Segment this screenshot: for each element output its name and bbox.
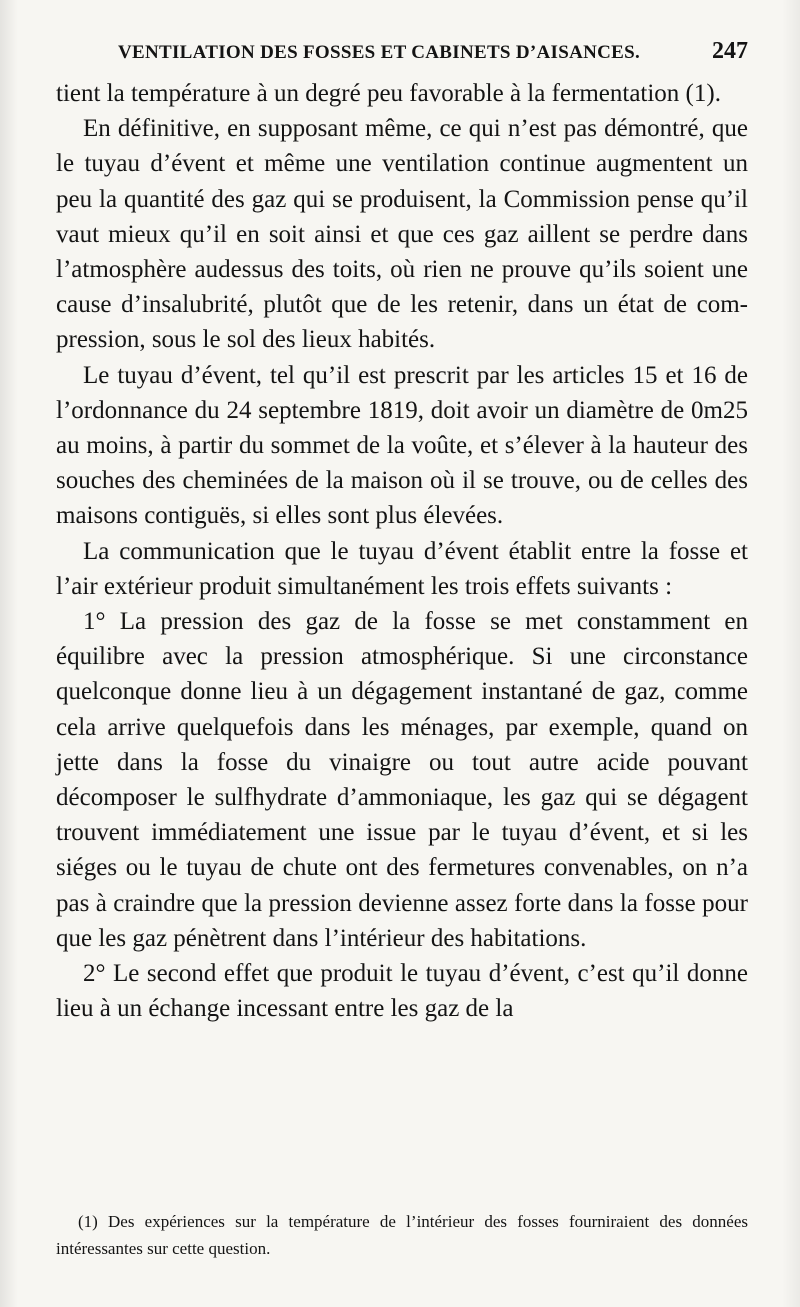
paragraph: La communication que le tuyau d’évent établit entre la fosse et l’air extérieur produit simultanément les trois effets suivants : xyxy=(56,537,748,600)
paragraph: 2° Le second effet que produit le tuyau d’évent, c’est qu’il donne lieu à un échange incessant entre les gaz de la xyxy=(56,960,748,1023)
page-number: 247 xyxy=(712,38,748,64)
running-head xyxy=(118,38,748,68)
page-gutter-shadow xyxy=(0,0,18,1307)
paragraph: 1° La pression des gaz de la fosse se met constamment en équilibre avec la pression atmosphérique. Si une circonstance quelconque donne lieu à un dégagement instantané de gaz, comme cela arrive quelquefois dans les ménages, par exemple, quand on jette dans la fosse du vinaigre ou tout autre acide pouvant décomposer le sulfhydrate d’ammoniaque, les gaz qui se dégagent trouvent immédiatement une issue par le tuyau d’évent, et si les siéges ou le tuyau de chute ont des fermetures convenables, on n’a pas à craindre que la pression devienne assez forte dans la fosse pour que les gaz pénètrent dans l’intérieur des habitations. xyxy=(56,608,748,952)
paragraph: En définitive, en supposant même, ce qui n’est pas démontré, que le tuyau d’évent et même une ventilation continue augmentent un peu la quantité des gaz qui se produisent, la Commission pense qu’il vaut mieux qu’il en soit ainsi et que ces gaz aillent se perdre dans l’atmosphère audessus des toits, où rien ne prouve qu’ils soient une cause d’insalubrité, plutôt que de les retenir, dans un état de compression, sous le sol des lieux habités. xyxy=(56,115,748,354)
body-text xyxy=(56,76,748,1026)
footnote: (1) Des expériences sur la température de l’intérieur des fosses fourniraient des données intéressantes sur cette question. xyxy=(56,1212,748,1258)
footnotes xyxy=(56,1208,748,1262)
running-head-title: VENTILATION DES FOSSES ET CABINETS D’AISANCES. xyxy=(118,42,641,63)
paragraph-continued: tient la température à un degré peu favorable à la fermentation (1). xyxy=(56,80,721,107)
page-edge-shadow xyxy=(782,0,800,1307)
paragraph: Le tuyau d’évent, tel qu’il est prescrit par les articles 15 et 16 de l’ordonnance du 24 septembre 1819, doit avoir un diamètre de 0m25 au moins, à partir du sommet de la voûte, et s’élever à la hauteur des souches des cheminées de la maison où il se trouve, ou de celles des maisons contiguës, si elles sont plus élevées. xyxy=(56,361,748,530)
